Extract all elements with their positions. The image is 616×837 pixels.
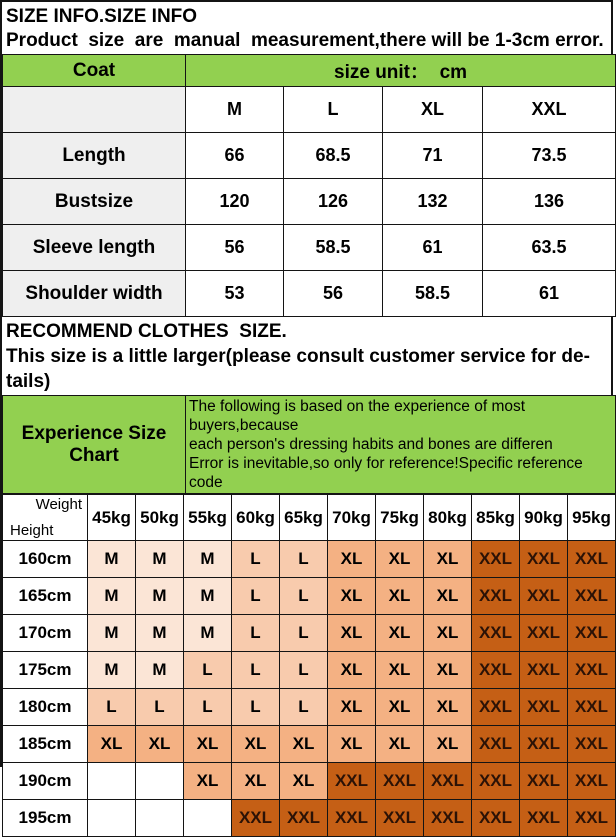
- measurement-value: 71: [383, 133, 483, 179]
- measurement-row: [3, 225, 616, 271]
- recommended-size-cell: M: [184, 541, 232, 578]
- recommended-size-cell: XL: [376, 541, 424, 578]
- coat-size-table: [2, 54, 616, 317]
- weight-column-header: 75kg: [376, 495, 424, 541]
- recommended-size-cell: XXL: [376, 800, 424, 837]
- product-type-cell: Coat: [3, 55, 186, 87]
- empty-size-cell: [136, 800, 184, 837]
- recommended-size-cell: XXL: [520, 726, 568, 763]
- recommended-size-cell: XL: [328, 652, 376, 689]
- recommended-size-cell: XXL: [424, 763, 472, 800]
- weight-column-header: 50kg: [136, 495, 184, 541]
- recommended-size-cell: XXL: [520, 541, 568, 578]
- recommended-size-cell: XXL: [568, 763, 616, 800]
- matrix-row: [3, 726, 616, 763]
- recommended-size-cell: XXL: [520, 689, 568, 726]
- recommended-size-cell: XXL: [328, 800, 376, 837]
- recommended-size-cell: XXL: [568, 652, 616, 689]
- recommended-size-cell: XL: [424, 689, 472, 726]
- height-row-label: 175cm: [3, 652, 88, 689]
- experience-chart-label: Experience Size Chart: [3, 396, 186, 494]
- recommended-size-cell: L: [136, 689, 184, 726]
- measurement-value: 53: [186, 271, 284, 317]
- weight-column-header: 90kg: [520, 495, 568, 541]
- recommended-size-cell: M: [184, 615, 232, 652]
- measurement-value: 56: [186, 225, 284, 271]
- corner-weight-label: Weight: [35, 496, 82, 513]
- measurement-value: 61: [383, 225, 483, 271]
- weight-column-header: 70kg: [328, 495, 376, 541]
- page-subtitle: Product size are manual measurement,there will be 1-3cm error.: [6, 30, 604, 51]
- experience-chart-note: [186, 396, 616, 494]
- measurement-row: [3, 179, 616, 225]
- empty-size-cell: [88, 763, 136, 800]
- recommended-size-cell: L: [232, 578, 280, 615]
- recommended-size-cell: XL: [184, 763, 232, 800]
- recommended-size-cell: XL: [376, 726, 424, 763]
- measurement-value: 136: [483, 179, 616, 225]
- recommended-size-cell: XXL: [472, 763, 520, 800]
- recommended-size-cell: XXL: [568, 800, 616, 837]
- recommended-size-cell: XL: [328, 578, 376, 615]
- recommended-size-cell: XXL: [520, 800, 568, 837]
- recommended-size-cell: M: [136, 615, 184, 652]
- experience-banner-row: [3, 396, 616, 494]
- recommended-size-cell: XL: [280, 763, 328, 800]
- empty-size-cell: [184, 800, 232, 837]
- measurement-value: 56: [284, 271, 383, 317]
- page-title: SIZE INFO.SIZE INFO: [6, 6, 198, 27]
- matrix-row: [3, 689, 616, 726]
- size-column-header: XL: [383, 87, 483, 133]
- measurement-value: 132: [383, 179, 483, 225]
- recommended-size-cell: L: [232, 689, 280, 726]
- empty-size-cell: [88, 800, 136, 837]
- matrix-row: [3, 541, 616, 578]
- recommended-size-cell: XL: [424, 541, 472, 578]
- recommended-size-cell: XL: [328, 541, 376, 578]
- recommended-size-cell: XXL: [520, 652, 568, 689]
- height-row-label: 160cm: [3, 541, 88, 578]
- height-row-label: 180cm: [3, 689, 88, 726]
- coat-table-header-row: [3, 87, 616, 133]
- matrix-row: [3, 578, 616, 615]
- recommended-size-cell: M: [136, 541, 184, 578]
- note-line: each person's dressing habits and bones are differen: [189, 436, 553, 453]
- recommended-size-cell: XXL: [376, 763, 424, 800]
- recommend-size-block: [2, 317, 611, 395]
- recommended-size-cell: XL: [136, 726, 184, 763]
- empty-corner-cell: [3, 87, 186, 133]
- recommended-size-cell: M: [88, 541, 136, 578]
- recommended-size-cell: XL: [376, 578, 424, 615]
- height-row-label: 195cm: [3, 800, 88, 837]
- matrix-row: [3, 763, 616, 800]
- measurement-label: Bustsize: [3, 179, 186, 225]
- weight-column-header: 60kg: [232, 495, 280, 541]
- measurement-label: Shoulder width: [3, 271, 186, 317]
- measurement-value: 61: [483, 271, 616, 317]
- recommended-size-cell: XL: [184, 726, 232, 763]
- recommended-size-cell: XXL: [520, 578, 568, 615]
- recommended-size-cell: XXL: [472, 800, 520, 837]
- recommended-size-cell: XXL: [568, 541, 616, 578]
- weight-column-header: 55kg: [184, 495, 232, 541]
- measurement-label: Sleeve length: [3, 225, 186, 271]
- recommended-size-cell: XL: [376, 689, 424, 726]
- empty-size-cell: [136, 763, 184, 800]
- recommended-size-cell: XXL: [472, 726, 520, 763]
- recommended-size-cell: L: [88, 689, 136, 726]
- note-line: The following is based on the experience of most buyers,because: [189, 398, 526, 434]
- recommended-size-cell: L: [280, 689, 328, 726]
- weight-column-header: 85kg: [472, 495, 520, 541]
- recommended-size-cell: XL: [424, 726, 472, 763]
- measurement-value: 63.5: [483, 225, 616, 271]
- recommended-size-cell: L: [232, 652, 280, 689]
- recommended-size-cell: XXL: [568, 726, 616, 763]
- weight-column-header: 65kg: [280, 495, 328, 541]
- weight-column-header: 45kg: [88, 495, 136, 541]
- measurement-value: 120: [186, 179, 284, 225]
- height-row-label: 165cm: [3, 578, 88, 615]
- weight-column-header: 95kg: [568, 495, 616, 541]
- recommended-size-cell: XXL: [472, 689, 520, 726]
- recommended-size-cell: XXL: [232, 800, 280, 837]
- recommended-size-cell: XXL: [424, 800, 472, 837]
- recommended-size-cell: XL: [88, 726, 136, 763]
- recommended-size-cell: XL: [328, 615, 376, 652]
- matrix-header-row: [3, 495, 616, 541]
- size-column-header: L: [284, 87, 383, 133]
- recommended-size-cell: XL: [424, 578, 472, 615]
- recommended-size-cell: M: [136, 652, 184, 689]
- size-column-header: XXL: [483, 87, 616, 133]
- recommended-size-cell: XL: [424, 652, 472, 689]
- recommended-size-cell: XL: [376, 652, 424, 689]
- recommended-size-cell: M: [88, 578, 136, 615]
- recommended-size-cell: XXL: [568, 689, 616, 726]
- recommended-size-cell: L: [280, 652, 328, 689]
- measurement-value: 58.5: [383, 271, 483, 317]
- recommended-size-cell: XXL: [568, 578, 616, 615]
- size-info-header: [2, 2, 611, 54]
- height-row-label: 170cm: [3, 615, 88, 652]
- recommended-size-cell: XXL: [280, 800, 328, 837]
- measurement-value: 58.5: [284, 225, 383, 271]
- recommended-size-cell: M: [184, 578, 232, 615]
- recommended-size-cell: M: [136, 578, 184, 615]
- height-row-label: 190cm: [3, 763, 88, 800]
- matrix-row: [3, 652, 616, 689]
- recommended-size-cell: XXL: [472, 652, 520, 689]
- recommended-size-cell: XXL: [520, 763, 568, 800]
- height-weight-size-matrix: [2, 494, 616, 837]
- recommended-size-cell: L: [280, 615, 328, 652]
- measurement-value: 66: [186, 133, 284, 179]
- recommended-size-cell: XXL: [472, 541, 520, 578]
- recommended-size-cell: XL: [232, 763, 280, 800]
- recommended-size-cell: XXL: [472, 615, 520, 652]
- recommended-size-cell: XL: [328, 726, 376, 763]
- recommended-size-cell: XL: [232, 726, 280, 763]
- recommended-size-cell: M: [88, 652, 136, 689]
- recommended-size-cell: M: [88, 615, 136, 652]
- recommended-size-cell: L: [280, 578, 328, 615]
- measurement-row: [3, 133, 616, 179]
- recommended-size-cell: XXL: [568, 615, 616, 652]
- recommended-size-cell: XXL: [520, 615, 568, 652]
- recommended-size-cell: L: [184, 652, 232, 689]
- recommended-size-cell: XL: [376, 615, 424, 652]
- size-unit-cell: size unit： cm: [186, 55, 616, 87]
- coat-table-title-row: [3, 55, 616, 87]
- weight-height-corner-cell: [3, 495, 88, 541]
- note-line: Error is inevitable,so only for reference!Specific reference code: [189, 455, 583, 491]
- height-row-label: 185cm: [3, 726, 88, 763]
- recommended-size-cell: XXL: [328, 763, 376, 800]
- recommended-size-cell: L: [280, 541, 328, 578]
- measurement-value: 68.5: [284, 133, 383, 179]
- recommended-size-cell: L: [232, 541, 280, 578]
- measurement-label: Length: [3, 133, 186, 179]
- matrix-row: [3, 615, 616, 652]
- recommend-subtitle: This size is a little larger(please consult customer service for de-tails): [6, 346, 590, 392]
- measurement-value: 73.5: [483, 133, 616, 179]
- measurement-row: [3, 271, 616, 317]
- recommend-title: RECOMMEND CLOTHES SIZE.: [6, 321, 287, 342]
- recommended-size-cell: XL: [424, 615, 472, 652]
- measurement-value: 126: [284, 179, 383, 225]
- recommended-size-cell: XXL: [472, 578, 520, 615]
- recommended-size-cell: L: [232, 615, 280, 652]
- matrix-row: [3, 800, 616, 837]
- weight-column-header: 80kg: [424, 495, 472, 541]
- recommended-size-cell: L: [184, 689, 232, 726]
- size-column-header: M: [186, 87, 284, 133]
- recommended-size-cell: XL: [328, 689, 376, 726]
- experience-chart-banner: [2, 395, 616, 494]
- recommended-size-cell: XL: [280, 726, 328, 763]
- corner-height-label: Height: [10, 522, 54, 539]
